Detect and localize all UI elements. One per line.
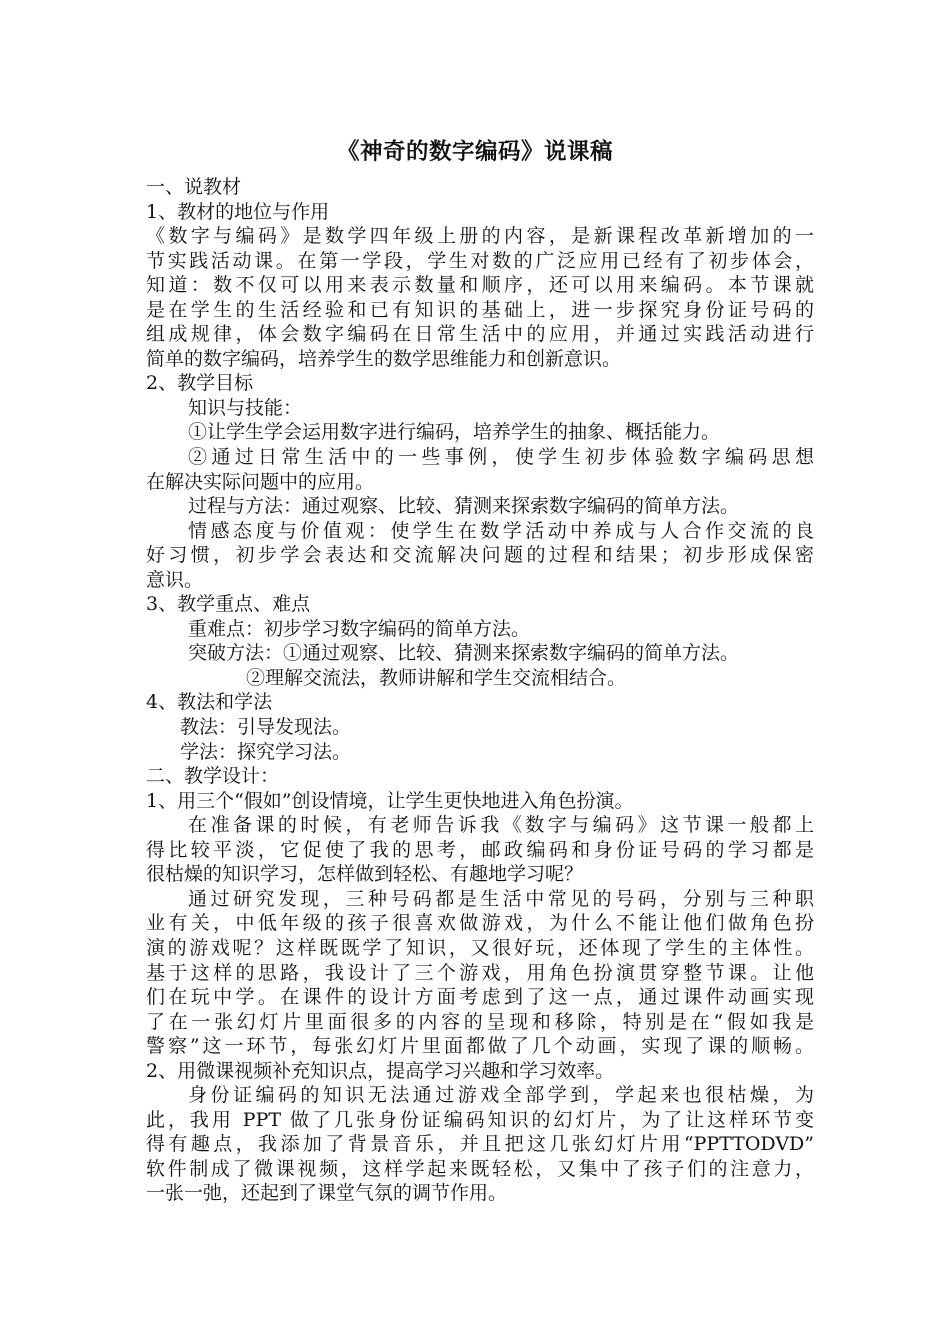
paragraph-line: 警察”这一环节，每张幻灯片里面都做了几个动画，实现了课的顺畅。 bbox=[146, 1035, 814, 1058]
list-item: ①让学生学会运用数字进行编码，培养学生的抽象、概括能力。 bbox=[188, 421, 721, 444]
paragraph-line: 身份证编码的知识无法通过游戏全部学到，学起来也很枯燥，为 bbox=[188, 1084, 814, 1107]
document-title: 《神奇的数字编码》说课稿 bbox=[336, 139, 613, 165]
paragraph-line: 突破方法：①通过观察、比较、猜测来探索数字编码的简单方法。 bbox=[188, 642, 740, 665]
paragraph-line: 知道：数不仅可以用来表示数量和顺序，还可以用来编码。本节课就 bbox=[146, 274, 814, 297]
paragraph-line: 得有趣点，我添加了背景音乐，并且把这几张幻灯片用“PPTTODVD” bbox=[146, 1133, 814, 1156]
subsection-heading: 2、用微课视频补充知识点，提高学习兴趣和学习效率。 bbox=[146, 1059, 615, 1082]
paragraph-line: 简单的数字编码，培养学生的数学思维能力和创新意识。 bbox=[146, 347, 622, 370]
subsection-heading: 3、教学重点、难点 bbox=[146, 593, 311, 616]
list-item: ②理解交流法，教师讲解和学生交流相结合。 bbox=[246, 666, 627, 689]
paragraph-line: 组成规律，体会数字编码在日常生活中的应用，并通过实践活动进行 bbox=[146, 323, 814, 346]
paragraph-line: 好习惯，初步学会表达和交流解决问题的过程和结果；初步形成保密 bbox=[146, 544, 814, 567]
subsection-heading: 1、教材的地位与作用 bbox=[146, 200, 330, 223]
paragraph-line: 是在学生的生活经验和已有知识的基础上，进一步探究身份证号码的 bbox=[146, 298, 814, 321]
subsection-heading: 1、用三个“假如”创设情境，让学生更快地进入角色扮演。 bbox=[146, 789, 634, 812]
paragraph-line: 教法：引导发现法。 bbox=[180, 716, 352, 739]
paragraph-line: 知识与技能： bbox=[188, 396, 303, 419]
paragraph-line: 一张一弛，还起到了课堂气氛的调节作用。 bbox=[146, 1182, 508, 1205]
paragraph-line: 《数字与编码》是数学四年级上册的内容，是新课程改革新增加的一 bbox=[146, 225, 814, 248]
subsection-heading: 4、教法和学法 bbox=[146, 691, 273, 714]
paragraph-line: 此，我用 PPT 做了几张身份证编码知识的幻灯片，为了让这样环节变 bbox=[146, 1108, 814, 1131]
paragraph-line: 们在玩中学。在课件的设计方面考虑到了这一点，通过课件动画实现 bbox=[146, 986, 814, 1009]
paragraph-line: 很枯燥的知识学习，怎样做到轻松、有趣地学习呢？ bbox=[146, 863, 584, 886]
section-heading: 一、说教材 bbox=[146, 176, 242, 198]
paragraph-line: 业有关，中低年级的孩子很喜欢做游戏，为什么不能让他们做角色扮 bbox=[146, 912, 814, 935]
paragraph-line: 软件制成了微课视频，这样学起来既轻松，又集中了孩子们的注意力， bbox=[146, 1157, 814, 1180]
paragraph-line: 了在一张幻灯片里面很多的内容的呈现和移除，特别是在“假如我是 bbox=[146, 1010, 814, 1033]
paragraph-line: 意识。 bbox=[146, 568, 204, 591]
paragraph-line: 通过研究发现，三种号码都是生活中常见的号码，分别与三种职 bbox=[188, 887, 814, 910]
paragraph-line: 节实践活动课。在第一学段，学生对数的广泛应用已经有了初步体会， bbox=[146, 249, 814, 272]
paragraph-line: 情感态度与价值观：使学生在数学活动中养成与人合作交流的良 bbox=[188, 519, 814, 542]
document-body bbox=[146, 175, 814, 1206]
paragraph-line: 基于这样的思路，我设计了三个游戏，用角色扮演贯穿整节课。让他 bbox=[146, 961, 814, 984]
paragraph-line: 得比较平淡，它促使了我的思考，邮政编码和身份证号码的学习都是 bbox=[146, 838, 814, 861]
list-item: ②通过日常生活中的一些事例，使学生初步体验数字编码思想 bbox=[188, 446, 814, 469]
paragraph-line: 在解决实际问题中的应用。 bbox=[146, 470, 375, 493]
subsection-heading: 2、教学目标 bbox=[146, 372, 254, 395]
paragraph-line: 在准备课的时候，有老师告诉我《数字与编码》这节课一般都上 bbox=[188, 814, 814, 837]
paragraph-line: 学法：探究学习法。 bbox=[180, 740, 352, 763]
section-heading: 二、教学设计： bbox=[146, 765, 280, 788]
paragraph-line: 过程与方法：通过观察、比较、猜测来探索数字编码的简单方法。 bbox=[188, 495, 740, 518]
paragraph-line: 重难点：初步学习数字编码的简单方法。 bbox=[188, 617, 531, 640]
paragraph-line: 演的游戏呢？这样既既学了知识，又很好玩，还体现了学生的主体性。 bbox=[146, 936, 814, 959]
